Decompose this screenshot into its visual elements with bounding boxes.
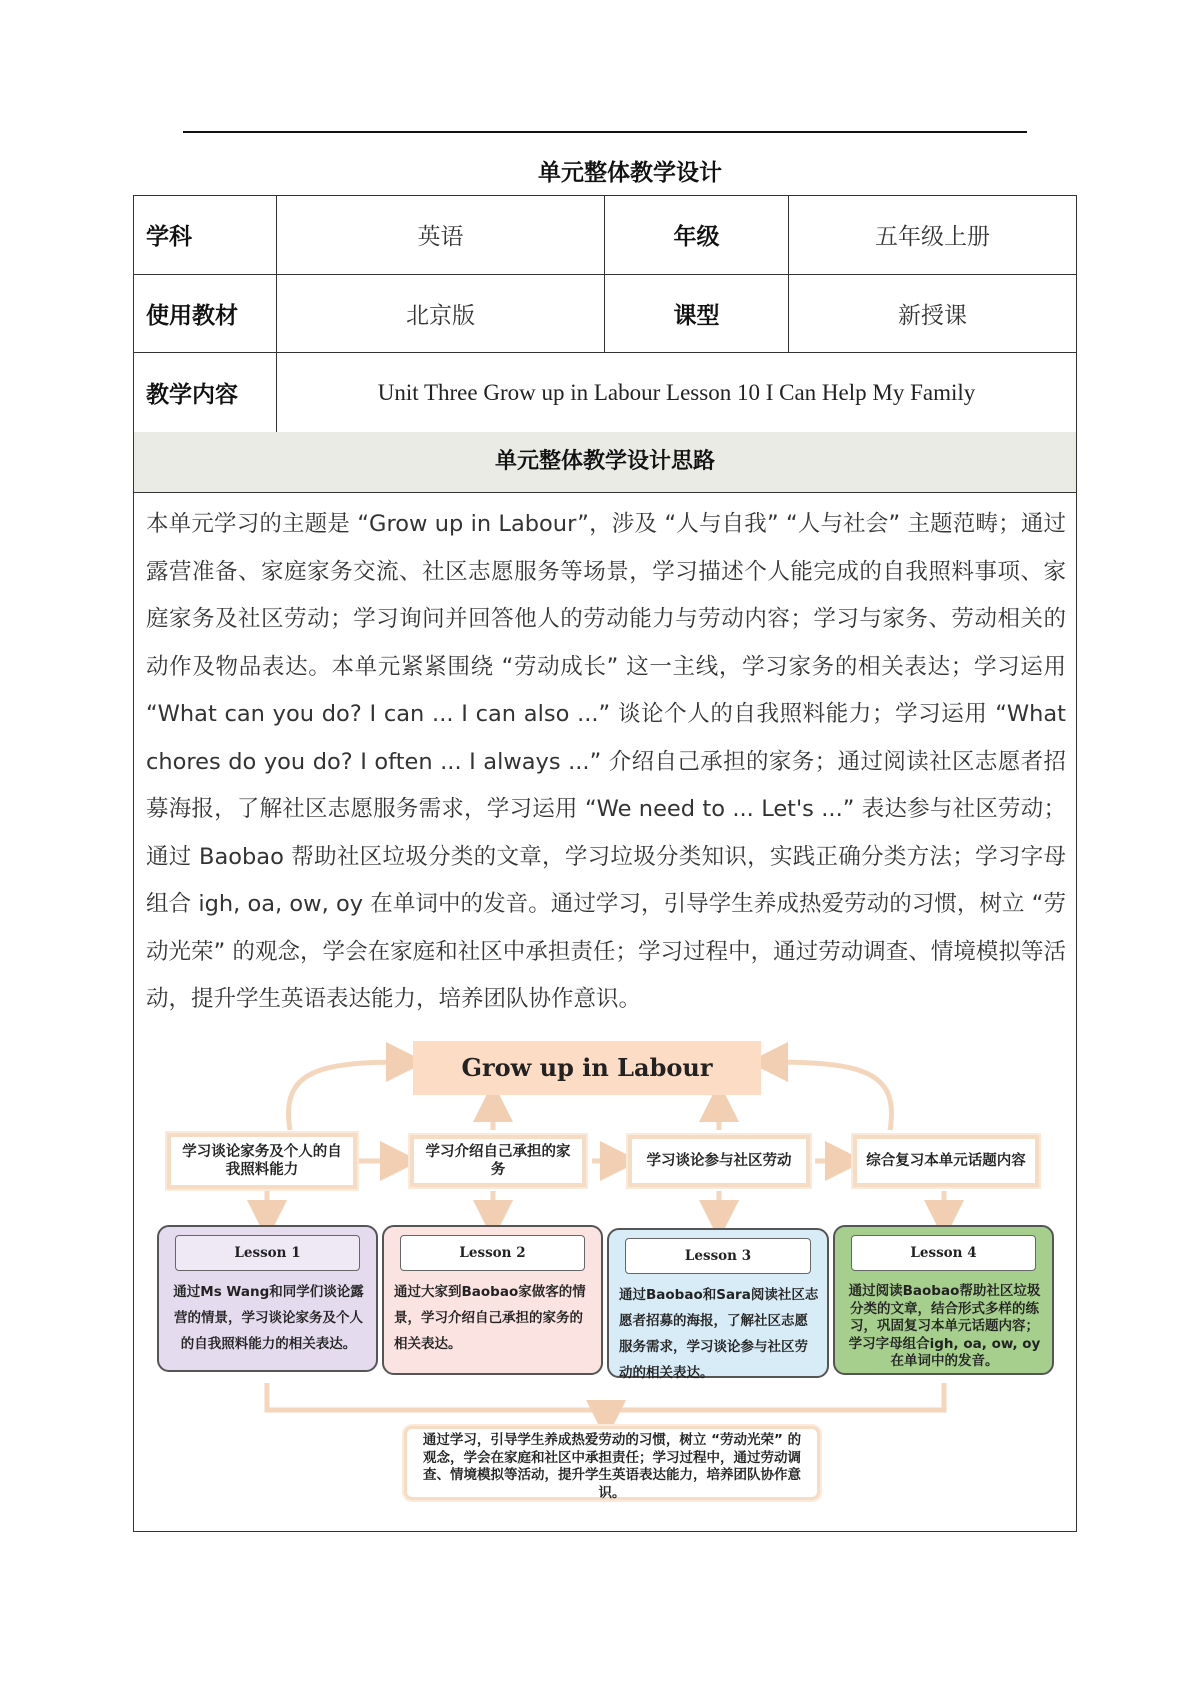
design-heading: 单元整体教学设计思路: [134, 432, 1076, 493]
diagram-title: Grow up in Labour: [413, 1041, 761, 1095]
lesson-card-2: [382, 1225, 603, 1375]
lesson-card-3: [607, 1228, 829, 1381]
subject-value: 英语: [277, 196, 605, 275]
theme-box-1: 学习谈论家务及个人的自我照料能力: [167, 1133, 357, 1189]
textbook-value: 北京版: [277, 274, 605, 353]
theme-box-4: 综合复习本单元话题内容: [853, 1135, 1039, 1187]
document-title: 单元整体教学设计: [538, 160, 722, 186]
design-paragraph: 本单元学习的主题是 “Grow up in Labour”，涉及 “人与自我” “人与社会” 主题范畴；通过露营准备、家庭家务交流、社区志愿服务等场景，学习描述个人能完成的自我照料事项、家庭家务及社区劳动；学习询问并回答他人的劳动能力与劳动内容；学习与家务、劳动相关的动作及物品表达。本单元紧紧围绕 “劳动成长” 这一主线，学习家务的相关表达；学习运用 “What can you do? I can ... I can also ...” 谈论个人的自我照料能力；学习运用 “What chores do you do? I often ... I always ...” 介绍自己承担的家务；通过阅读社区志愿者招募海报，了解社区志愿服务需求，学习运用 “We need to ... Let's ...” 表达参与社区劳动；通过 Baobao 帮助社区垃圾分类的文章，学习垃圾分类知识，实践正确分类方法；学习字母组合 igh, oa, ow, oy 在单词中的发音。通过学习，引导学生养成热爱劳动的习惯，树立 “劳动光荣” 的观念，学会在家庭和社区中承担责任；学习过程中，通过劳动调查、情境模拟等活动，提升学生英语表达能力，培养团队协作意识。: [146, 511, 1066, 1012]
theme-box-2: 学习介绍自己承担的家务: [410, 1135, 586, 1187]
grade-value: 五年级上册: [789, 196, 1077, 275]
curve-arrow-left: [288, 1062, 406, 1130]
content-value: Unit Three Grow up in Labour Lesson 10 I Can Help My Family: [277, 353, 1077, 433]
lesson-text-4: 通过阅读Baobao帮助社区垃圾分类的文章，结合形式多样的练习，巩固复习本单元话题内容；学习字母组合igh, oa, ow, oy在单词中的发音。: [848, 1283, 1041, 1369]
lesson-text-1: 通过Ms Wang和同学们谈论露营的情景，学习谈论家务及个人的自我照料能力的相关表达。: [173, 1284, 364, 1352]
lesson-title-4: Lesson 4: [851, 1235, 1036, 1271]
lesson-type-label: 课型: [605, 274, 789, 353]
curve-arrow-right: [768, 1062, 891, 1130]
lesson-text-3: 通过Baobao和Sara阅读社区志愿者招募的海报，了解社区志愿服务需求，学习谈论参与社区劳动的相关表达。: [619, 1287, 819, 1381]
lesson-title-1: Lesson 1: [175, 1235, 360, 1271]
bottom-bracket: [267, 1383, 944, 1410]
subject-label: 学科: [134, 196, 277, 275]
content-label: 教学内容: [134, 353, 277, 433]
lesson-card-1: [157, 1225, 378, 1372]
theme-box-3: 学习谈论参与社区劳动: [628, 1135, 810, 1187]
lesson-text-2: 通过大家到Baobao家做客的情景，学习介绍自己承担的家务的相关表达。: [394, 1284, 586, 1352]
summary-box: 通过学习，引导学生养成热爱劳动的习惯，树立 “劳动光荣” 的观念，学会在家庭和社区中承担责任；学习过程中，通过劳动调查、情境模拟等活动，提升学生英语表达能力，培养团队协作意识。: [404, 1426, 820, 1500]
textbook-label: 使用教材: [134, 274, 277, 353]
lesson-type-value: 新授课: [789, 274, 1077, 353]
lesson-title-2: Lesson 2: [400, 1235, 585, 1271]
lesson-card-4: [833, 1225, 1054, 1375]
lesson-title-3: Lesson 3: [625, 1238, 811, 1274]
grade-label: 年级: [605, 196, 789, 275]
